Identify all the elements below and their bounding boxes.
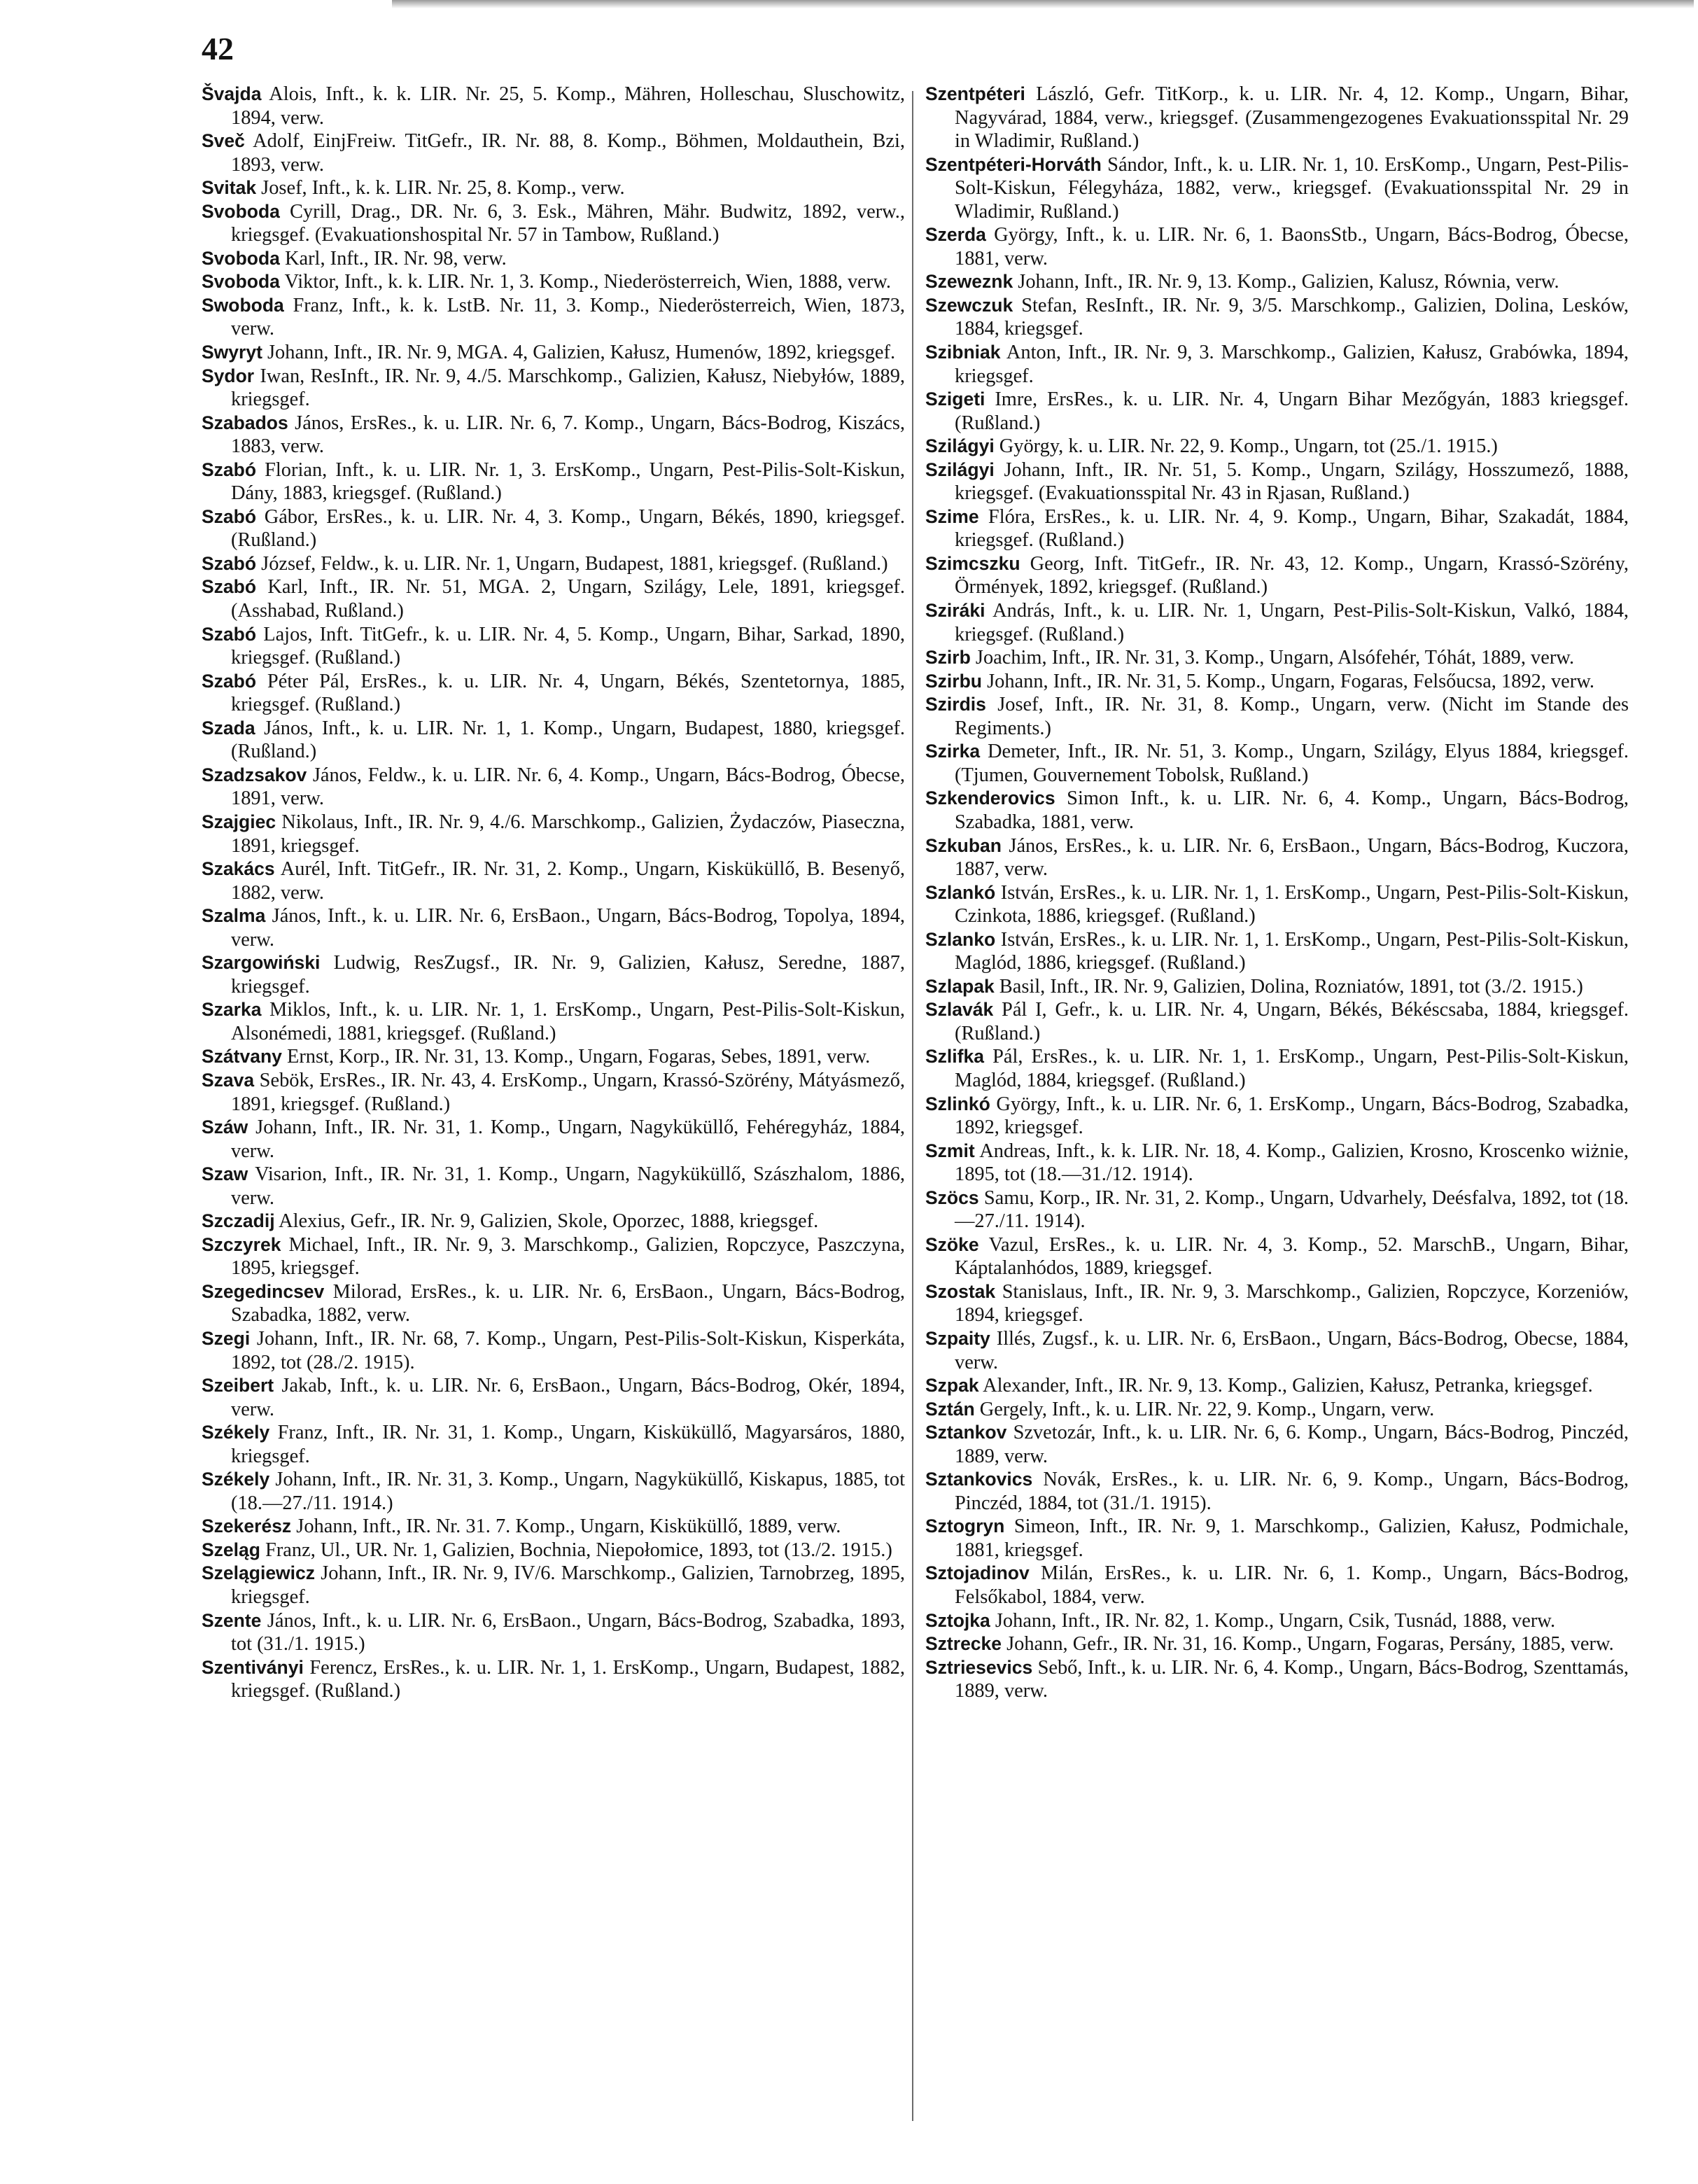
casualty-entry [202, 1562, 905, 1609]
surname: Szegi [202, 1327, 251, 1349]
casualty-entry [202, 998, 905, 1045]
entry-details: Franz, Inft., k. k. LstB. Nr. 11, 3. Komp., Niederösterreich, Wien, 1873, verw. [231, 294, 905, 340]
entry-details: Andreas, Inft., k. k. LIR. Nr. 18, 4. Komp., Galizien, Krosno, Kroscenko wiżnie, 1895, tot (18.—31./12. 1914). [955, 1140, 1629, 1186]
surname: Szkuban [925, 834, 1002, 856]
casualty-entry [925, 928, 1629, 975]
surname: Szerda [925, 224, 986, 246]
surname: Szczadij [202, 1210, 275, 1232]
casualty-entry [202, 83, 905, 130]
entry-details: János, Inft., k. u. LIR. Nr. 6, ErsBaon., Ungarn, Bács-Bodrog, Szabadka, 1893, tot (31./1. 1915.) [231, 1609, 905, 1656]
surname: Szentpéteri [925, 83, 1025, 104]
surname: Szalma [202, 905, 266, 927]
casualty-entry [202, 1609, 905, 1656]
casualty-entry [202, 247, 905, 271]
entry-details: Basil, Inft., IR. Nr. 9, Galizien, Dolina, Rozniatów, 1891, tot (3./2. 1915.) [994, 975, 1583, 997]
entry-details: Aurél, Inft. TitGefr., IR. Nr. 31, 2. Komp., Ungarn, Kisküküllő, B. Besenyő, 1882, verw. [231, 858, 905, 904]
casualty-entry [202, 176, 905, 200]
surname: Szentiványi [202, 1656, 304, 1678]
surname: Szigeti [925, 388, 985, 410]
casualty-entry [925, 1468, 1629, 1515]
surname: Székely [202, 1422, 270, 1443]
casualty-entry [925, 740, 1629, 787]
casualty-entry [202, 130, 905, 176]
entry-details: Karl, Inft., IR. Nr. 51, MGA. 2, Ungarn, Szilágy, Lele, 1891, kriegsgef. (Asshabad, Rußland.) [231, 576, 905, 622]
casualty-entry [202, 552, 905, 576]
entry-details: Karl, Inft., IR. Nr. 98, verw. [279, 247, 507, 270]
entry-details: Georg, Inft. TitGefr., IR. Nr. 43, 12. Komp., Ungarn, Krassó-Szörény, Örmények, 1892, kriegsgef. (Rußland.) [955, 552, 1629, 598]
surname: Szargowiński [202, 952, 321, 974]
entry-details: Iwan, ResInft., IR. Nr. 9, 4./5. Marschkomp., Galizien, Kałusz, Niebyłów, 1889, kriegsgef. [231, 365, 905, 411]
surname: Száw [202, 1116, 248, 1138]
entry-details: Demeter, Inft., IR. Nr. 51, 3. Komp., Ungarn, Szilágy, Elyus 1884, kriegsgef. (Tjumen, Gouvernement Tobolsk, Rußland.) [955, 741, 1629, 786]
surname: Szirka [925, 741, 981, 762]
casualty-entry [925, 1562, 1629, 1609]
entry-details: Milorad, ErsRes., k. u. LIR. Nr. 6, ErsBaon., Ungarn, Bács-Bodrog, Szabadka, 1882, verw. [231, 1280, 905, 1326]
entry-details: Johann, Inft., IR. Nr. 9, MGA. 4, Galizien, Kałusz, Humenów, 1892, kriegsgef. [262, 342, 896, 364]
casualty-entry [925, 1093, 1629, 1140]
surname: Szabados [202, 412, 288, 433]
entry-details: István, ErsRes., k. u. LIR. Nr. 1, 1. ErsKomp., Ungarn, Pest-Pilis-Solt-Kiskun, Maglód, 1886, kriegsgef. (Rußland.) [955, 928, 1629, 974]
casualty-entry [925, 975, 1629, 999]
casualty-entry [925, 1280, 1629, 1327]
casualty-entry [925, 1186, 1629, 1233]
surname: Szabó [202, 505, 257, 527]
casualty-entry [925, 458, 1629, 505]
surname: Svitak [202, 177, 257, 199]
casualty-entry [202, 1045, 905, 1069]
casualty-entry [925, 270, 1629, 294]
casualty-entry [925, 1632, 1629, 1656]
right-column [925, 83, 1629, 1703]
entry-details: Péter Pál, ErsRes., k. u. LIR. Nr. 4, Ungarn, Békés, Szentetornya, 1885, kriegsgef. (Rußland.) [231, 670, 905, 716]
entry-details: Visarion, Inft., IR. Nr. 31, 1. Komp., Ungarn, Nagyküküllő, Szászhalom, 1886, verw. [231, 1163, 905, 1209]
surname: Szlankó [925, 881, 996, 903]
surname: Szczyrek [202, 1233, 281, 1255]
entry-details: Sándor, Inft., k. u. LIR. Nr. 1, 10. ErsKomp., Ungarn, Pest-Pilis-Solt-Kiskun, Félegyháza, 1882, verw., kriegsgef. (Evakuationsspital Nr. 29 in Wladimir, Rußland.) [955, 153, 1629, 223]
entry-details: Vazul, ErsRes., k. u. LIR. Nr. 4, 3. Komp., 52. MarschB., Ungarn, Bihar, Káptalanhódos, 1889, kriegsgef. [955, 1233, 1629, 1280]
surname: Szewczuk [925, 294, 1013, 316]
surname: Szlinkó [925, 1093, 990, 1114]
surname: Sztankov [925, 1422, 1007, 1443]
casualty-entry [202, 575, 905, 622]
entry-details: Lajos, Inft. TitGefr., k. u. LIR. Nr. 4, 5. Komp., Ungarn, Bihar, Sarkad, 1890, kriegsgef. (Rußland.) [231, 623, 905, 669]
entry-details: Pál, ErsRes., k. u. LIR. Nr. 1, 1. ErsKomp., Ungarn, Pest-Pilis-Solt-Kiskun, Maglód, 1884, kriegsgef. (Rußland.) [955, 1046, 1629, 1091]
entry-details: János, ErsRes., k. u. LIR. Nr. 6, ErsBaon., Ungarn, Bács-Bodrog, Kuczora, 1887, verw. [955, 834, 1629, 881]
surname: Szajgiec [202, 811, 276, 832]
entry-details: Jakab, Inft., k. u. LIR. Nr. 6, ErsBaon., Ungarn, Bács-Bodrog, Okér, 1894, verw. [231, 1375, 905, 1420]
surname: Sztojadinov [925, 1562, 1030, 1584]
entry-details: András, Inft., k. u. LIR. Nr. 1, Ungarn, Pest-Pilis-Solt-Kiskun, Valkó, 1884, kriegsgef. (Rußland.) [955, 600, 1629, 645]
surname: Szirdis [925, 694, 986, 715]
surname: Szibniak [925, 342, 1001, 363]
surname: Szimcszku [925, 552, 1020, 574]
page-number: 42 [202, 31, 234, 66]
entry-details: Flóra, ErsRes., k. u. LIR. Nr. 4, 9. Komp., Ungarn, Bihar, Szakadát, 1884, kriegsgef. (Rußland.) [955, 505, 1629, 552]
entry-details: Johann, Inft., IR. Nr. 68, 7. Komp., Ungarn, Pest-Pilis-Solt-Kiskun, Kisperkáta, 1892, tot (28./2. 1915). [231, 1327, 905, 1373]
casualty-entry [925, 693, 1629, 740]
entry-details: György, Inft., k. u. LIR. Nr. 6, 1. ErsKomp., Ungarn, Bács-Bodrog, Szabadka, 1892, kriegsgef. [955, 1093, 1629, 1139]
surname: Sveč [202, 130, 245, 152]
surname: Szlapak [925, 975, 995, 997]
casualty-entry [202, 858, 905, 904]
surname: Szeweznk [925, 271, 1013, 293]
casualty-entry [925, 552, 1629, 599]
surname: Szadzsakov [202, 764, 307, 785]
surname: Szirbu [925, 670, 982, 692]
casualty-entry [202, 670, 905, 717]
surname: Svoboda [202, 247, 280, 269]
surname: Szegedincsev [202, 1280, 325, 1302]
casualty-entry [202, 1421, 905, 1468]
entry-details: Imre, ErsRes., k. u. LIR. Nr. 4, Ungarn Bihar Mezőgyán, 1883 kriegsgef. (Rußland.) [955, 388, 1629, 434]
surname: Szostak [925, 1280, 996, 1302]
casualty-entry [925, 787, 1629, 834]
casualty-entry [925, 670, 1629, 694]
surname: Szelągiewicz [202, 1562, 316, 1584]
casualty-entry [925, 1374, 1629, 1398]
casualty-entry [202, 717, 905, 764]
surname: Szada [202, 717, 255, 738]
entry-details: Cyrill, Drag., DR. Nr. 6, 3. Esk., Mähren, Mähr. Budwitz, 1892, verw., kriegsgef. (Evakuationshospital Nr. 57 in Tambow, Rußland.) [231, 200, 905, 246]
scan-edge-shadow [392, 0, 1694, 8]
casualty-entry [202, 1468, 905, 1515]
entry-details: János, Feldw., k. u. LIR. Nr. 6, 4. Komp., Ungarn, Bács-Bodrog, Óbecse, 1891, verw. [231, 764, 905, 810]
entry-details: Johann, Inft., IR. Nr. 31. 7. Komp., Ungarn, Kisküküllő, 1889, verw. [291, 1516, 841, 1538]
casualty-entry [202, 1069, 905, 1116]
surname: Sztogryn [925, 1516, 1005, 1537]
entry-details: Gergely, Inft., k. u. LIR. Nr. 22, 9. Komp., Ungarn, verw. [974, 1398, 1435, 1420]
surname: Szlifka [925, 1046, 984, 1068]
casualty-entry [202, 412, 905, 458]
surname: Szabó [202, 576, 257, 598]
casualty-entry [925, 1609, 1629, 1633]
surname: Svoboda [202, 200, 280, 222]
entry-details: Alexius, Gefr., IR. Nr. 9, Galizien, Skole, Oporzec, 1888, kriegsgef. [274, 1210, 819, 1233]
entry-details: István, ErsRes., k. u. LIR. Nr. 1, 1. ErsKomp., Ungarn, Pest-Pilis-Solt-Kiskun, Czinkota, 1886, kriegsgef. (Rußland.) [955, 881, 1629, 927]
casualty-entry [202, 1233, 905, 1280]
entry-details: János, Inft., k. u. LIR. Nr. 6, ErsBaon., Ungarn, Bács-Bodrog, Topolya, 1894, verw. [231, 905, 905, 951]
surname: Szabó [202, 670, 257, 692]
entry-details: Johann, Inft., IR. Nr. 31, 1. Komp., Ungarn, Nagyküküllő, Fehéregyház, 1884, verw. [231, 1116, 905, 1162]
entry-details: Johann, Inft., IR. Nr. 9, 13. Komp., Galizien, Kalusz, Równia, verw. [1013, 271, 1559, 293]
casualty-entry [925, 998, 1629, 1045]
casualty-entry [202, 1374, 905, 1421]
surname: Szilágyi [925, 458, 995, 480]
casualty-entry [202, 1163, 905, 1210]
entry-details: Alois, Inft., k. k. LIR. Nr. 25, 5. Komp., Mähren, Holleschau, Sluschowitz, 1894, verw. [231, 83, 905, 129]
entry-details: Pál I, Gefr., k. u. LIR. Nr. 4, Ungarn, Békés, Békéscsaba, 1884, kriegsgef. (Rußland.) [955, 999, 1629, 1044]
surname: Székely [202, 1469, 270, 1490]
surname: Svoboda [202, 271, 280, 293]
surname: Szabó [202, 458, 257, 480]
surname: Szakács [202, 858, 275, 880]
entry-details: Novák, ErsRes., k. u. LIR. Nr. 6, 9. Komp., Ungarn, Bács-Bodrog, Pinczéd, 1884, tot (31./1. 1915). [955, 1469, 1629, 1514]
entry-details: Sebök, ErsRes., IR. Nr. 43, 4. ErsKomp., Ungarn, Krassó-Szörény, Mátyásmező, 1891, kriegsgef. (Rußland.) [231, 1069, 905, 1115]
casualty-entry [925, 1233, 1629, 1280]
surname: Sztriesevics [925, 1656, 1033, 1678]
casualty-entry [925, 1140, 1629, 1186]
surname: Szarka [202, 999, 262, 1021]
casualty-entry [202, 1210, 905, 1233]
entry-details: Florian, Inft., k. u. LIR. Nr. 1, 3. ErsKomp., Ungarn, Pest-Pilis-Solt-Kiskun, Dány, 1883, kriegsgef. (Rußland.) [231, 458, 905, 505]
casualty-entry [202, 458, 905, 505]
surname: Szabó [202, 623, 257, 645]
column-divider [912, 91, 913, 2121]
surname: Sztán [925, 1398, 975, 1420]
casualty-entry [202, 1116, 905, 1163]
entry-details: József, Feldw., k. u. LIR. Nr. 1, Ungarn, Budapest, 1881, kriegsgef. (Rußland.) [256, 552, 888, 575]
surname: Švajda [202, 83, 262, 104]
entry-details: Franz, Inft., IR. Nr. 31, 1. Komp., Ungarn, Kisküküllő, Magyarsáros, 1880, kriegsgef. [231, 1422, 905, 1467]
casualty-entry [925, 646, 1629, 670]
surname: Szilágyi [925, 435, 995, 457]
entry-details: Josef, Inft., IR. Nr. 31, 8. Komp., Ungarn, verw. (Nicht im Stande des Regiments.) [955, 694, 1629, 739]
entry-details: Viktor, Inft., k. k. LIR. Nr. 1, 3. Komp., Niederösterreich, Wien, 1888, verw. [279, 271, 891, 293]
entry-details: Milán, ErsRes., k. u. LIR. Nr. 6, 1. Komp., Ungarn, Bács-Bodrog, Felsőkabol, 1884, verw. [955, 1562, 1629, 1608]
casualty-entry [925, 341, 1629, 388]
casualty-entry [925, 1327, 1629, 1374]
casualty-entry [925, 599, 1629, 646]
surname: Szime [925, 505, 979, 527]
surname: Szabó [202, 552, 257, 574]
entry-details: Illés, Zugsf., k. u. LIR. Nr. 6, ErsBaon., Ungarn, Bács-Bodrog, Obecse, 1884, verw. [955, 1327, 1629, 1373]
casualty-entry [925, 435, 1629, 458]
entry-details: Sebő, Inft., k. u. LIR. Nr. 6, 4. Komp., Ungarn, Bács-Bodrog, Szenttamás, 1889, verw. [955, 1656, 1629, 1702]
surname: Sziráki [925, 600, 985, 622]
entry-details: Alexander, Inft., IR. Nr. 9, 13. Komp., Galizien, Kałusz, Petranka, kriegsgef. [978, 1375, 1593, 1397]
entry-details: László, Gefr. TitKorp., k. u. LIR. Nr. 4, 12. Komp., Ungarn, Bihar, Nagyvárad, 1884, verw., kriegsgef. (Zusammengezogenes Evakuationsspital Nr. 29 in Wladimir, Rußland.) [955, 83, 1629, 153]
entry-details: Samu, Korp., IR. Nr. 31, 2. Komp., Ungarn, Udvarhely, Deésfalva, 1892, tot (18.—27./11. 1914). [955, 1186, 1629, 1233]
surname: Swyryt [202, 342, 262, 363]
entry-details: Anton, Inft., IR. Nr. 9, 3. Marschkomp., Galizien, Kałusz, Grabówka, 1894, kriegsgef. [955, 342, 1629, 387]
surname: Szpak [925, 1375, 979, 1396]
entry-details: Simon Inft., k. u. LIR. Nr. 6, 4. Komp., Ungarn, Bács-Bodrog, Szabadka, 1881, verw. [955, 788, 1629, 833]
casualty-entry [925, 294, 1629, 341]
surname: Szkenderovics [925, 788, 1055, 809]
surname: Szentpéteri-Horváth [925, 153, 1102, 175]
surname: Szeibert [202, 1375, 274, 1396]
casualty-entry [925, 834, 1629, 881]
surname: Sztrecke [925, 1633, 1002, 1655]
casualty-entry [925, 83, 1629, 153]
casualty-entry [202, 1327, 905, 1374]
casualty-entry [202, 341, 905, 365]
entry-details: Ernst, Korp., IR. Nr. 31, 13. Komp., Ungarn, Fogaras, Sebes, 1891, verw. [281, 1046, 871, 1068]
entry-details: Johann, Inft., IR. Nr. 31, 3. Komp., Ungarn, Nagyküküllő, Kiskapus, 1885, tot (18.—27./11. 1914.) [231, 1469, 905, 1514]
surname: Szekerész [202, 1516, 292, 1537]
casualty-entry [202, 505, 905, 552]
casualty-entry [202, 623, 905, 670]
entry-details: Stanislaus, Inft., IR. Nr. 9, 3. Marschkomp., Galizien, Ropczyce, Korzeniów, 1894, kriegsgef. [955, 1280, 1629, 1326]
entry-details: Szvetozár, Inft., k. u. LIR. Nr. 6, 6. Komp., Ungarn, Bács-Bodrog, Pinczéd, 1889, verw. [955, 1422, 1629, 1467]
casualty-entry [202, 1656, 905, 1703]
casualty-entry [202, 294, 905, 341]
surname: Sztankovics [925, 1469, 1033, 1490]
entry-details: Johann, Inft., IR. Nr. 31, 5. Komp., Ungarn, Fogaras, Felsőucsa, 1892, verw. [981, 670, 1594, 692]
casualty-entry [202, 200, 905, 247]
surname: Szöke [925, 1233, 979, 1255]
entry-details: Franz, Ul., UR. Nr. 1, Galizien, Bochnia, Niepołomice, 1893, tot (13./2. 1915.) [260, 1539, 892, 1561]
entry-details: János, Inft., k. u. LIR. Nr. 1, 1. Komp., Ungarn, Budapest, 1880, kriegsgef. (Rußland.) [231, 717, 905, 763]
casualty-entry [925, 1398, 1629, 1422]
entry-details: Adolf, EinjFreiw. TitGefr., IR. Nr. 88, 8. Komp., Böhmen, Moldauthein, Bzi, 1893, verw. [231, 130, 905, 176]
casualty-entry [925, 881, 1629, 928]
entry-details: György, Inft., k. u. LIR. Nr. 6, 1. BaonsStb., Ungarn, Bács-Bodrog, Óbecse, 1881, verw. [955, 224, 1629, 270]
casualty-entry [202, 764, 905, 811]
entry-details: Ludwig, ResZugsf., IR. Nr. 9, Galizien, Kałusz, Seredne, 1887, kriegsgef. [231, 952, 905, 997]
casualty-entry [925, 1421, 1629, 1468]
casualty-entry [925, 1656, 1629, 1703]
casualty-entry [202, 951, 905, 998]
casualty-entry [925, 223, 1629, 270]
surname: Szmit [925, 1140, 975, 1161]
surname: Szava [202, 1069, 255, 1091]
entry-details: János, ErsRes., k. u. LIR. Nr. 6, 7. Komp., Ungarn, Bács-Bodrog, Kiszács, 1883, verw. [231, 412, 905, 458]
entry-details: Ferencz, ErsRes., k. u. LIR. Nr. 1, 1. ErsKomp., Ungarn, Budapest, 1882, kriegsgef. (Rußland.) [231, 1656, 905, 1702]
entry-details: Gábor, ErsRes., k. u. LIR. Nr. 4, 3. Komp., Ungarn, Békés, 1890, kriegsgef. (Rußland.) [231, 505, 905, 552]
entry-details: György, k. u. LIR. Nr. 22, 9. Komp., Ungarn, tot (25./1. 1915.) [994, 435, 1498, 458]
entry-details: Johann, Inft., IR. Nr. 82, 1. Komp., Ungarn, Csik, Tusnád, 1888, verw. [990, 1609, 1556, 1632]
left-column [202, 83, 905, 1703]
casualty-entry [925, 505, 1629, 552]
surname: Szöcs [925, 1186, 979, 1208]
surname: Szaw [202, 1163, 248, 1185]
entry-details: Johann, Gefr., IR. Nr. 31, 16. Komp., Ungarn, Fogaras, Persány, 1885, verw. [1002, 1633, 1614, 1656]
surname: Sydor [202, 365, 255, 386]
casualty-entry [925, 1515, 1629, 1562]
casualty-entry [925, 1045, 1629, 1092]
casualty-entry [202, 1539, 905, 1562]
casualty-entry [202, 365, 905, 412]
entry-details: Josef, Inft., k. k. LIR. Nr. 25, 8. Komp., verw. [256, 177, 625, 200]
entry-details: Simeon, Inft., IR. Nr. 9, 1. Marschkomp., Galizien, Kałusz, Podmichale, 1881, kriegsgef. [955, 1516, 1629, 1561]
entry-details: Nikolaus, Inft., IR. Nr. 9, 4./6. Marschkomp., Galizien, Żydaczów, Piaseczna, 1891, kriegsgef. [231, 811, 905, 857]
entry-details: Michael, Inft., IR. Nr. 9, 3. Marschkomp., Galizien, Ropczyce, Paszczyna, 1895, kriegsgef. [231, 1233, 905, 1280]
surname: Sztojka [925, 1609, 990, 1631]
surname: Szpaity [925, 1327, 990, 1349]
casualty-entry [202, 1515, 905, 1539]
casualty-entry [925, 388, 1629, 435]
casualty-entry [202, 904, 905, 951]
entry-details: Johann, Inft., IR. Nr. 9, IV/6. Marschkomp., Galizien, Tarnobrzeg, 1895, kriegsgef. [231, 1562, 905, 1608]
entry-details: Johann, Inft., IR. Nr. 51, 5. Komp., Ungarn, Szilágy, Hosszumező, 1888, kriegsgef. (Evakuationsspital Nr. 43 in Rjasan, Rußland.) [955, 458, 1629, 505]
entry-details: Joachim, Inft., IR. Nr. 31, 3. Komp., Ungarn, Alsófehér, Tóhát, 1889, verw. [970, 647, 1575, 669]
surname: Szeląg [202, 1539, 260, 1560]
casualty-entry [202, 811, 905, 858]
surname: Szlavák [925, 999, 994, 1021]
surname: Swoboda [202, 294, 284, 316]
surname: Szente [202, 1609, 262, 1631]
surname: Szlanko [925, 928, 996, 950]
surname: Szirb [925, 647, 971, 668]
casualty-entry [925, 153, 1629, 224]
entry-details: Stefan, ResInft., IR. Nr. 9, 3/5. Marschkomp., Galizien, Dolina, Lesków, 1884, kriegsgef. [955, 294, 1629, 340]
casualty-entry [202, 1280, 905, 1327]
surname: Szátvany [202, 1046, 282, 1068]
casualty-entry [202, 270, 905, 294]
entry-details: Miklos, Inft., k. u. LIR. Nr. 1, 1. ErsKomp., Ungarn, Pest-Pilis-Solt-Kiskun, Alsonémedi, 1881, kriegsgef. (Rußland.) [231, 999, 905, 1044]
